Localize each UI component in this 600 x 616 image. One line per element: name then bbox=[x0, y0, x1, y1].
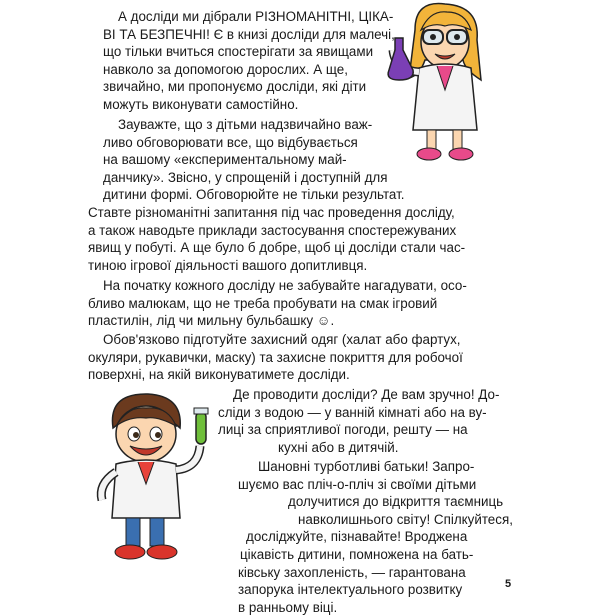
text-line: лиці за сприятливої погоди, решту — на bbox=[218, 422, 468, 438]
text-line: Де проводити досліди? Де вам зручно! До- bbox=[233, 387, 500, 402]
text-line: На початку кожного досліду не забувайте нагадувати, осо- bbox=[103, 278, 467, 293]
paragraph-3 bbox=[88, 277, 467, 330]
text-line: тиною ігрової діяльності вашого допитливця. bbox=[88, 257, 368, 273]
text-line: звичайно, ми пропонуємо досліди, які діти bbox=[103, 79, 367, 95]
text-line: а також наводьте приклади застосування спостережуваних bbox=[88, 222, 457, 238]
text-line: дитини формі. Обговорюйте не тільки результат. bbox=[103, 187, 405, 203]
text-line: що тільки вчиться спостерігати за явищами bbox=[103, 44, 374, 60]
text-line: досліджуйте, пізнавайте! Вроджена bbox=[246, 529, 468, 545]
text-line: окуляри, рукавички, маску) та захисне покриття для робочої bbox=[88, 349, 463, 365]
paragraph-4 bbox=[88, 331, 463, 384]
text-line: Шановні турботливі батьки! Запро- bbox=[258, 459, 475, 474]
text-line: долучитися до відкриття таємниць bbox=[288, 494, 504, 510]
text-line: поверхні, на якій виконуватимете досліди. bbox=[88, 367, 350, 383]
girl-scientist-illustration bbox=[385, 0, 495, 165]
text-line: цікавість дитини, помножена на бать- bbox=[240, 546, 474, 562]
text-line: бливо малюкам, що не треба пробувати на смак ігровий bbox=[88, 295, 438, 311]
boy-scientist-illustration bbox=[88, 388, 218, 566]
text-line: можуть виконувати самостійно. bbox=[103, 96, 299, 112]
text-line: навколо за допомогою дорослих. А ще, bbox=[103, 61, 348, 77]
text-line: кухні або в дитячій. bbox=[278, 439, 399, 455]
text-line: Ставте різноманітні запитання під час проведення досліду, bbox=[88, 205, 455, 220]
text-line: Зауважте, що з дітьми надзвичайно важ- bbox=[118, 117, 373, 132]
text-line: А досліди ми дібрали РІЗНОМАНІТНІ, ЦІКА- bbox=[118, 9, 394, 24]
text-line: шуємо вас пліч-о-пліч зі своїми дітьми bbox=[238, 476, 477, 492]
text-line: в ранньому віці. bbox=[238, 599, 338, 615]
text-line: навколишнього світу! Спілкуйтеся, bbox=[298, 511, 513, 527]
text-line: сліди з водою — у ванній кімнаті або на ву- bbox=[218, 404, 487, 420]
text-line: запорука інтелектуального розвитку bbox=[238, 582, 463, 598]
text-line: пластилін, лід чи мильну бульбашку ☺. bbox=[88, 313, 335, 329]
paragraph-2-wide bbox=[88, 204, 465, 274]
text-line: ливо обговорювати все, що відбувається bbox=[103, 134, 358, 150]
text-line: на вашому «експериментальному май- bbox=[103, 152, 347, 168]
paragraph-2 bbox=[103, 116, 404, 204]
page-number: 5 bbox=[505, 578, 512, 590]
text-line: явищ у побуті. А ще було б добре, щоб ці досліди стали час- bbox=[88, 240, 466, 256]
paragraph-5 bbox=[218, 386, 499, 456]
text-line: данчику». Звісно, у спрощеній і доступній для bbox=[103, 169, 388, 185]
paragraph-1 bbox=[103, 8, 395, 114]
text-line: Обов'язково підготуйте захисний одяг (халат або фартух, bbox=[103, 332, 461, 347]
text-line: ківську захопленість, — гарантована bbox=[238, 564, 466, 580]
text-line: ВІ ТА БЕЗПЕЧНІ! Є в книзі досліди для малечі, bbox=[103, 26, 395, 42]
paragraph-6 bbox=[238, 458, 513, 616]
